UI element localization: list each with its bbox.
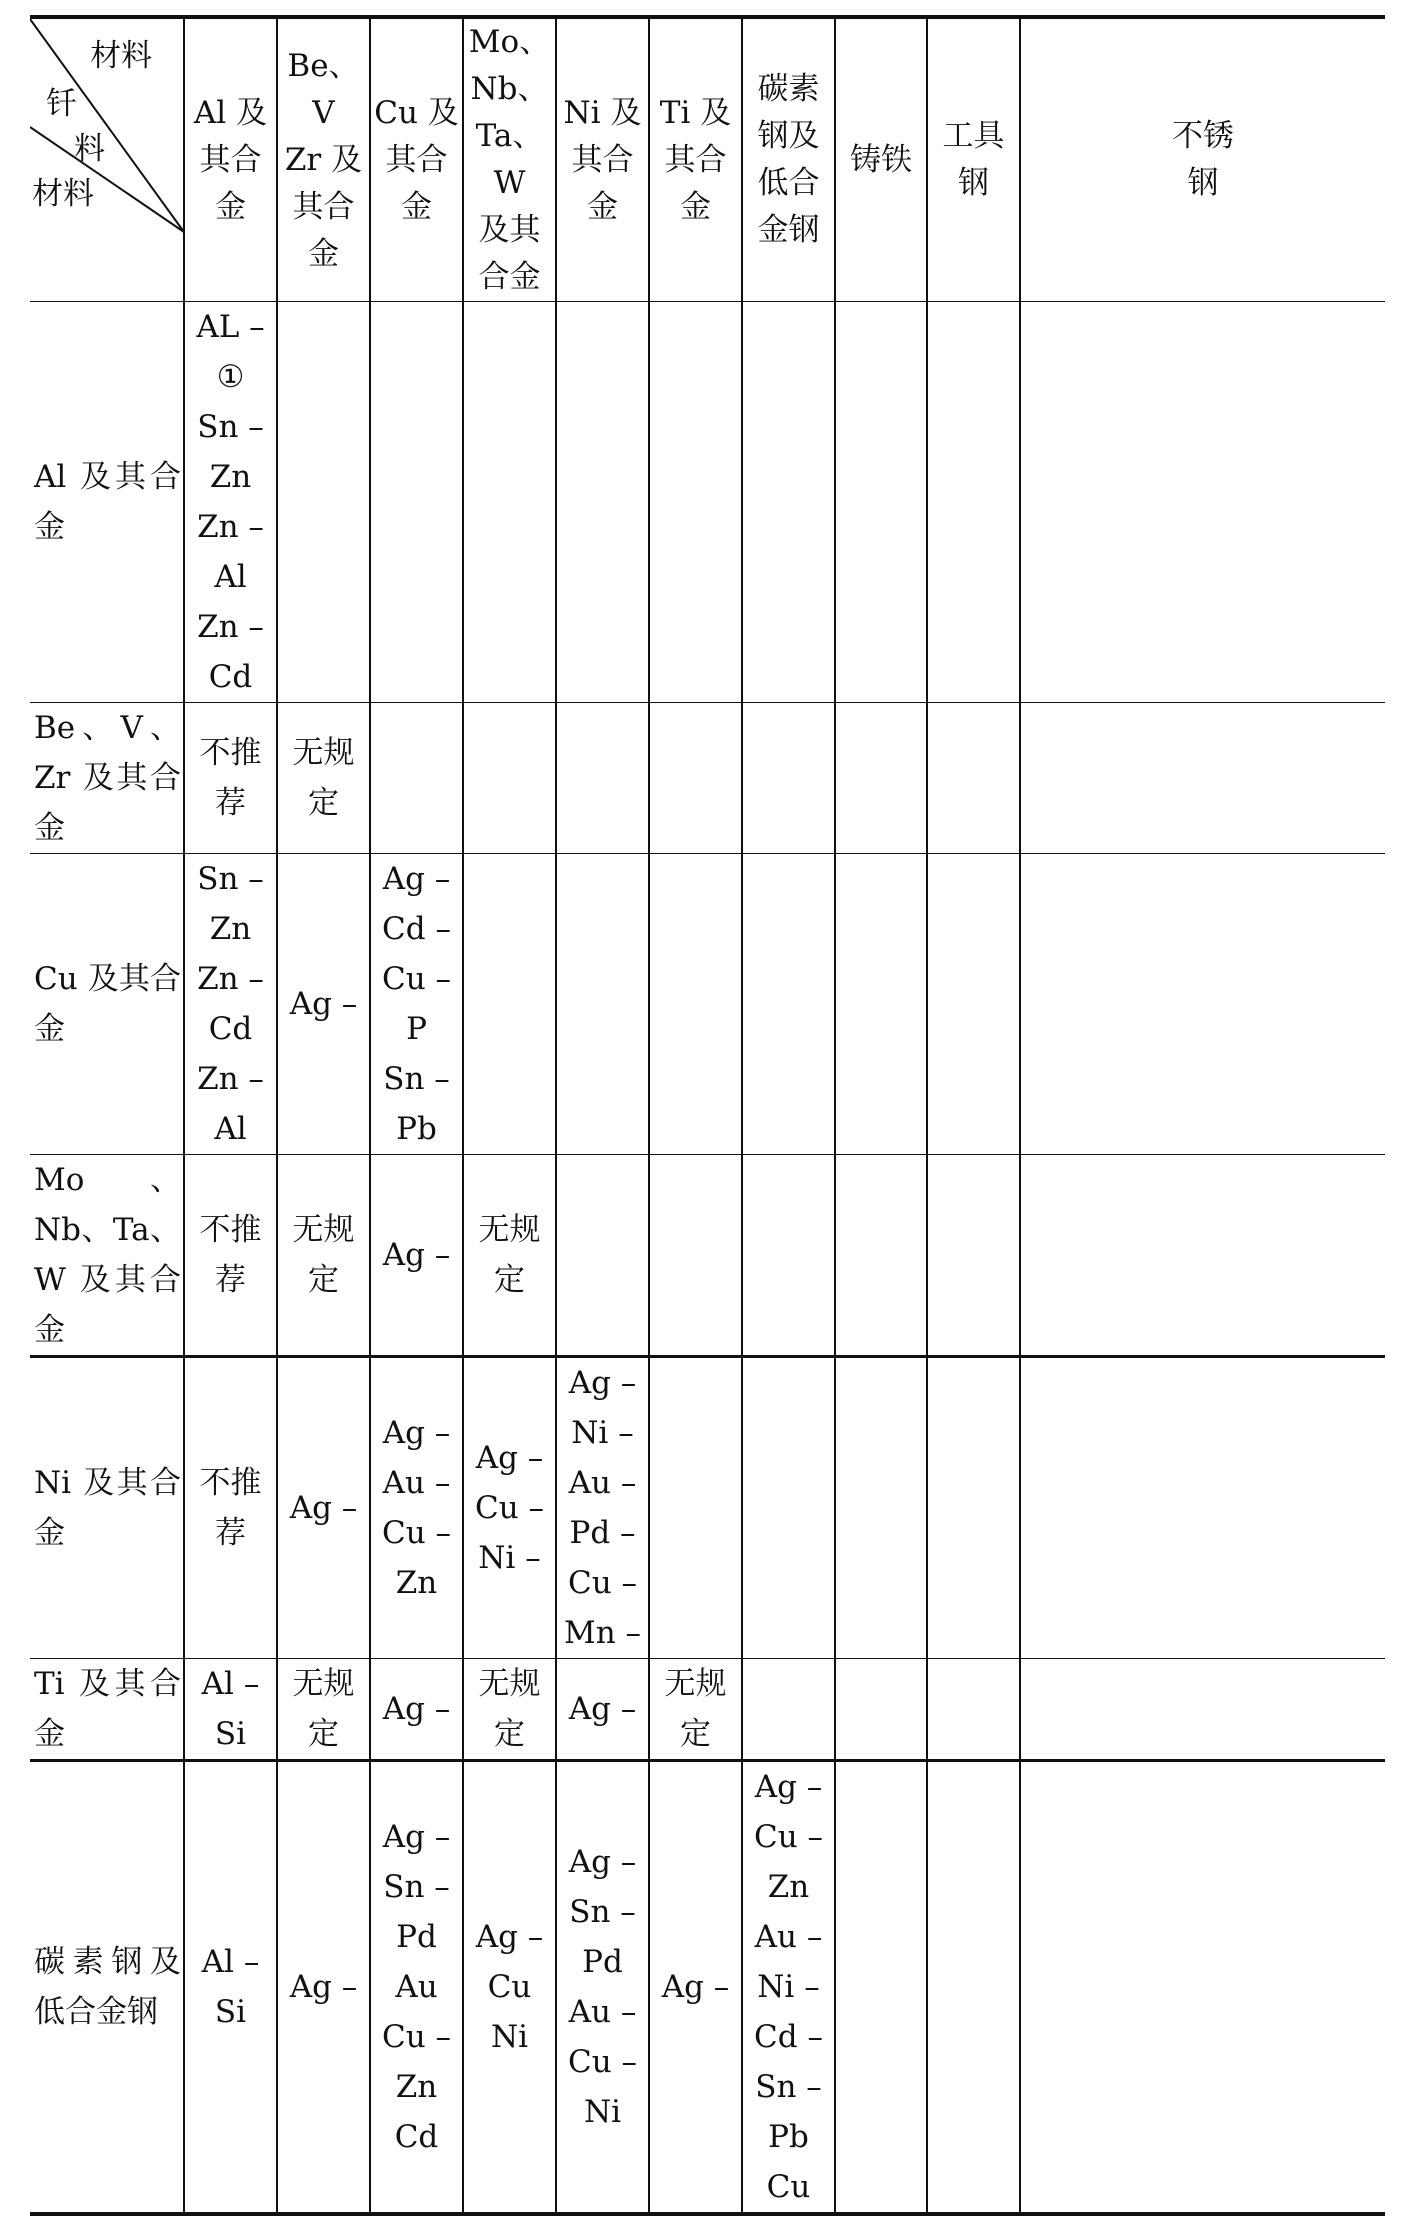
table-cell: Al – Si xyxy=(184,1659,277,1761)
table-row xyxy=(30,1155,1385,1357)
table-cell xyxy=(1020,1659,1385,1761)
brazing-filler-table xyxy=(30,15,1385,2216)
table-cell: Ag – Sn – Pd Au – Cu – Ni xyxy=(556,1761,649,2215)
table-cell xyxy=(927,703,1020,854)
table-cell xyxy=(463,302,556,703)
table-cell: Ag – Cu – Zn Au – Ni – Cd – Sn – Pb Cu xyxy=(742,1761,835,2215)
table-cell xyxy=(742,1357,835,1659)
table-cell xyxy=(1020,703,1385,854)
table-cell: Ag – Sn – Pd Au Cu – Zn Cd xyxy=(370,1761,463,2215)
table-cell: 不推荐 xyxy=(184,703,277,854)
table-cell xyxy=(649,854,742,1155)
table-cell: 不推荐 xyxy=(184,1357,277,1659)
table-cell xyxy=(1020,854,1385,1155)
corner-middle-label-2: 料 xyxy=(74,131,105,167)
column-header: Al 及 其合 金 xyxy=(184,17,277,302)
column-header: Be、V Zr 及 其合 金 xyxy=(277,17,370,302)
column-header: 工具 钢 xyxy=(927,17,1020,302)
table-cell: 无规定 xyxy=(277,1155,370,1357)
row-header: Be、V、Zr 及其合金 xyxy=(30,703,184,854)
table-cell xyxy=(649,1155,742,1357)
table-row xyxy=(30,703,1385,854)
table-cell: 无规定 xyxy=(463,1659,556,1761)
table-cell xyxy=(835,854,927,1155)
row-header: Ni 及其合金 xyxy=(30,1357,184,1659)
column-header: Ti 及 其合 金 xyxy=(649,17,742,302)
corner-top-right-label: 材料 xyxy=(90,38,152,74)
table-cell xyxy=(277,302,370,703)
table-cell: Ag – Au – Cu – Zn xyxy=(370,1357,463,1659)
table-row xyxy=(30,1659,1385,1761)
table-row xyxy=(30,1357,1385,1659)
row-header: Al 及其合金 xyxy=(30,302,184,703)
table-cell xyxy=(927,1357,1020,1659)
table-cell xyxy=(556,302,649,703)
table-cell xyxy=(1020,302,1385,703)
table-cell: Sn – Zn Zn – Cd Zn – Al xyxy=(184,854,277,1155)
table-cell xyxy=(742,854,835,1155)
table-cell: 无规定 xyxy=(277,1659,370,1761)
table-cell xyxy=(463,703,556,854)
corner-middle-label-1: 钎 xyxy=(46,86,77,122)
column-header: 不锈 钢 xyxy=(1020,17,1385,302)
corner-bottom-left-label: 材料 xyxy=(32,176,94,212)
table-cell xyxy=(835,302,927,703)
table-cell xyxy=(556,703,649,854)
column-header: 铸铁 xyxy=(835,17,927,302)
table-cell xyxy=(649,703,742,854)
table-cell xyxy=(835,1155,927,1357)
table-cell: Ag – Cu Ni xyxy=(463,1761,556,2215)
table-cell xyxy=(927,1659,1020,1761)
table-cell xyxy=(835,1357,927,1659)
table-cell: Ag – xyxy=(277,1357,370,1659)
table-cell: Ag – xyxy=(277,854,370,1155)
corner-header-cell xyxy=(30,17,184,302)
table-cell xyxy=(742,1155,835,1357)
table-cell xyxy=(649,1357,742,1659)
table-cell xyxy=(742,703,835,854)
table-cell: AL –① Sn – Zn Zn – Al Zn – Cd xyxy=(184,302,277,703)
table-cell xyxy=(927,302,1020,703)
table-cell: Ag – xyxy=(556,1659,649,1761)
table-row xyxy=(30,302,1385,703)
table-cell xyxy=(742,1659,835,1761)
table-cell: Ag – xyxy=(370,1659,463,1761)
table-cell xyxy=(742,302,835,703)
table-cell: Ag – xyxy=(649,1761,742,2215)
table-header-row xyxy=(30,17,1385,302)
table-cell: Ag – Cu – Ni – xyxy=(463,1357,556,1659)
table-cell xyxy=(927,854,1020,1155)
column-header: Mo、Nb、 Ta、W 及其 合金 xyxy=(463,17,556,302)
table-cell xyxy=(463,854,556,1155)
table-cell xyxy=(1020,1155,1385,1357)
row-header: Cu 及其合金 xyxy=(30,854,184,1155)
table-cell xyxy=(835,703,927,854)
table-cell xyxy=(370,703,463,854)
table-cell: 无规定 xyxy=(277,703,370,854)
table-cell: Ag – xyxy=(370,1155,463,1357)
table-cell: Ag – Cd – Cu – P Sn – Pb xyxy=(370,854,463,1155)
table-cell: 不推荐 xyxy=(184,1155,277,1357)
table-cell xyxy=(556,854,649,1155)
table-cell xyxy=(927,1761,1020,2215)
table-cell xyxy=(927,1155,1020,1357)
table-cell xyxy=(1020,1761,1385,2215)
row-header: Mo、Nb、Ta、W 及其合金 xyxy=(30,1155,184,1357)
column-header: Cu 及 其合 金 xyxy=(370,17,463,302)
table-cell xyxy=(370,302,463,703)
table-cell xyxy=(556,1155,649,1357)
table-row xyxy=(30,854,1385,1155)
brazing-filler-table-container xyxy=(30,15,1385,2216)
table-cell: Ag – xyxy=(277,1761,370,2215)
column-header: Ni 及 其合 金 xyxy=(556,17,649,302)
column-header: 碳素 钢及 低合 金钢 xyxy=(742,17,835,302)
table-cell xyxy=(835,1761,927,2215)
table-cell: 无规定 xyxy=(463,1155,556,1357)
table-cell: Al – Si xyxy=(184,1761,277,2215)
row-header: 碳素钢及低合金钢 xyxy=(30,1761,184,2215)
table-cell xyxy=(1020,1357,1385,1659)
table-cell xyxy=(649,302,742,703)
table-cell xyxy=(835,1659,927,1761)
table-cell: Ag – Ni – Au – Pd – Cu – Mn – xyxy=(556,1357,649,1659)
row-header: Ti 及其合金 xyxy=(30,1659,184,1761)
table-cell: 无规定 xyxy=(649,1659,742,1761)
table-row xyxy=(30,1761,1385,2215)
